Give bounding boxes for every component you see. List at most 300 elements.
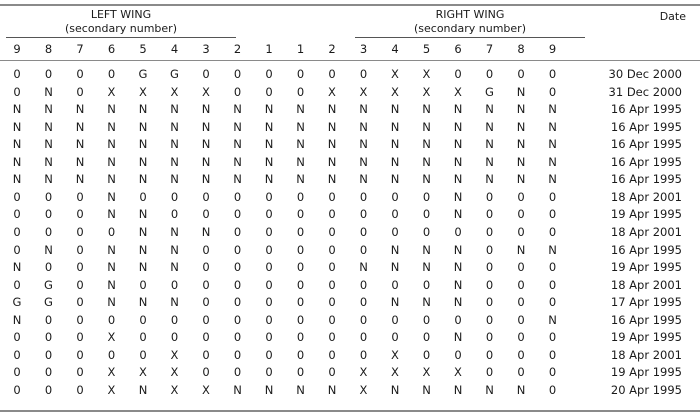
table-cell: N	[359, 172, 368, 187]
table-cell: 0	[359, 295, 368, 310]
table-cell: 0	[44, 312, 53, 327]
table-cell: 0	[517, 347, 525, 362]
table-cell: N	[390, 119, 400, 134]
table-cell: 0	[233, 330, 242, 345]
table-cell: N	[264, 382, 274, 397]
table-cell: N	[170, 260, 179, 275]
table-cell: N	[359, 102, 368, 117]
table-row	[0, 382, 700, 399]
table-cell: 0	[548, 295, 557, 310]
table-cell: X	[170, 382, 179, 397]
table-cell: N	[453, 154, 463, 169]
table-cell: N	[296, 137, 305, 152]
table-cell: 0	[107, 312, 116, 327]
table-cell: G	[44, 295, 53, 310]
table-cell: N	[453, 260, 463, 275]
table-cell: X	[328, 84, 336, 99]
table-cell: 0	[233, 242, 242, 257]
table-cell: N	[233, 382, 242, 397]
table-cell: N	[264, 137, 274, 152]
table-cell: 0	[13, 207, 21, 222]
table-cell: 0	[13, 224, 21, 239]
table-cell: 0	[296, 365, 305, 380]
table-cell: 0	[391, 224, 399, 239]
table-cell: N	[453, 207, 463, 222]
table-cell: N	[233, 119, 242, 134]
table-cell: N	[264, 172, 274, 187]
table-cell: 0	[296, 189, 305, 204]
table-cell: N	[516, 102, 526, 117]
left-wing-underline	[6, 37, 236, 38]
column-number: 5	[422, 42, 431, 56]
table-cell: X	[359, 382, 368, 397]
table-cell: 0	[76, 84, 84, 99]
table-cell: N	[107, 295, 116, 310]
table-cell: 0	[454, 67, 462, 81]
table-cell: 0	[202, 295, 210, 310]
table-cell: 0	[485, 224, 494, 239]
table-cell: 0	[76, 382, 84, 397]
table-cell: N	[516, 84, 526, 99]
table-cell: N	[201, 119, 211, 134]
table-cell: 0	[202, 312, 210, 327]
table-cell: N	[359, 260, 368, 275]
table-cell: 0	[170, 312, 179, 327]
table-cell: N	[107, 172, 116, 187]
table-cell: 0	[485, 242, 494, 257]
table-cell: N	[12, 102, 22, 117]
row-date: 19 Apr 1995	[610, 207, 682, 222]
column-number: 4	[391, 42, 399, 56]
table-cell: 0	[296, 260, 305, 275]
table-cell: 0	[328, 295, 336, 310]
table-cell: X	[391, 365, 399, 380]
table-cell: 0	[485, 260, 494, 275]
table-row	[0, 347, 700, 364]
table-cell: 0	[296, 347, 305, 362]
table-cell: N	[327, 172, 337, 187]
table-cell: 0	[328, 330, 336, 345]
table-cell: 0	[359, 312, 368, 327]
table-cell: 0	[76, 242, 84, 257]
bottom-rule	[0, 410, 700, 412]
table-cell: N	[453, 119, 463, 134]
table-cell: X	[391, 347, 399, 362]
table-cell: 0	[170, 189, 179, 204]
right-wing-header	[350, 8, 590, 36]
table-cell: 0	[13, 330, 21, 345]
column-number: 4	[170, 42, 179, 56]
table-cell: N	[107, 137, 116, 152]
table-cell: N	[485, 382, 494, 397]
column-number: 6	[454, 42, 462, 56]
table-cell: 0	[233, 312, 242, 327]
table-cell: 0	[107, 347, 116, 362]
table-cell: N	[548, 312, 557, 327]
table-cell: G	[12, 295, 22, 310]
table-cell: G	[170, 67, 179, 81]
table-cell: 0	[202, 365, 210, 380]
table-cell: N	[453, 277, 463, 292]
table-cell: 0	[296, 84, 305, 99]
table-cell: N	[422, 242, 431, 257]
table-cell: N	[264, 102, 274, 117]
table-row	[0, 171, 700, 188]
table-cell: 0	[76, 295, 84, 310]
table-cell: N	[453, 242, 463, 257]
table-cell: N	[201, 224, 211, 239]
table-row	[0, 242, 700, 259]
table-row	[0, 312, 700, 329]
table-cell: N	[12, 260, 22, 275]
table-cell: 0	[485, 312, 494, 327]
table-row	[0, 119, 700, 136]
table-cell: 0	[391, 189, 399, 204]
table-cell: 0	[548, 330, 557, 345]
table-cell: N	[453, 330, 463, 345]
table-cell: 0	[76, 67, 84, 81]
table-cell: 0	[485, 295, 494, 310]
table-cell: N	[422, 119, 431, 134]
table-cell: N	[390, 242, 400, 257]
table-cell: 0	[13, 189, 21, 204]
table-cell: 0	[454, 347, 462, 362]
table-cell: X	[202, 382, 210, 397]
table-cell: 0	[454, 224, 462, 239]
table-cell: N	[170, 137, 179, 152]
table-cell: X	[170, 347, 179, 362]
row-date: 20 Apr 1995	[610, 382, 682, 397]
table-cell: 0	[485, 277, 494, 292]
table-cell: 0	[202, 277, 210, 292]
table-cell: 0	[517, 224, 525, 239]
row-date: 16 Apr 1995	[610, 154, 682, 169]
table-cell: 0	[265, 242, 273, 257]
column-number: 9	[548, 42, 557, 56]
table-cell: 0	[170, 330, 179, 345]
table-cell: 0	[391, 277, 399, 292]
table-cell: N	[12, 172, 22, 187]
table-cell: 0	[517, 277, 525, 292]
row-date: 16 Apr 1995	[610, 312, 682, 327]
table-cell: N	[12, 119, 22, 134]
table-cell: N	[516, 137, 526, 152]
table-cell: 0	[296, 207, 305, 222]
row-date: 16 Apr 1995	[610, 102, 682, 117]
table-cell: 0	[485, 347, 494, 362]
table-cell: 0	[517, 67, 525, 81]
table-cell: N	[548, 172, 557, 187]
table-cell: 0	[139, 330, 147, 345]
table-cell: 0	[328, 207, 336, 222]
table-cell: 0	[485, 330, 494, 345]
table-cell: N	[296, 172, 305, 187]
table-cell: 0	[296, 242, 305, 257]
table-cell: N	[548, 137, 557, 152]
table-cell: 0	[202, 260, 210, 275]
table-cell: 0	[44, 365, 53, 380]
row-date: 19 Apr 1995	[610, 260, 682, 275]
table-cell: N	[201, 137, 211, 152]
table-cell: N	[12, 137, 22, 152]
row-date: 16 Apr 1995	[610, 137, 682, 152]
table-row	[0, 224, 700, 241]
column-number: 8	[517, 42, 525, 56]
table-cell: 0	[485, 67, 494, 81]
table-cell: X	[359, 365, 368, 380]
table-cell: X	[202, 84, 210, 99]
table-cell: X	[139, 84, 147, 99]
table-cell: 0	[422, 330, 431, 345]
table-cell: N	[516, 242, 526, 257]
table-cell: 0	[422, 207, 431, 222]
table-row	[0, 189, 700, 206]
table-cell: X	[139, 365, 147, 380]
table-cell: 0	[265, 84, 273, 99]
row-date: 18 Apr 2001	[610, 347, 682, 362]
table-cell: 0	[359, 67, 368, 81]
table-cell: 0	[44, 207, 53, 222]
table-cell: N	[107, 119, 116, 134]
column-number: 7	[76, 42, 84, 56]
header-separator	[0, 60, 700, 61]
table-cell: N	[138, 154, 148, 169]
table-cell: 0	[422, 189, 431, 204]
table-cell: N	[548, 154, 557, 169]
table-cell: N	[138, 224, 148, 239]
table-cell: 0	[44, 330, 53, 345]
table-cell: N	[264, 119, 274, 134]
table-cell: 0	[76, 207, 84, 222]
table-cell: 0	[233, 347, 242, 362]
table-cell: 0	[359, 207, 368, 222]
table-cell: 0	[13, 242, 21, 257]
table-cell: 0	[422, 347, 431, 362]
row-date: 17 Apr 1995	[610, 295, 682, 310]
column-number: 3	[359, 42, 368, 56]
table-cell: 0	[265, 260, 273, 275]
table-cell: 0	[13, 67, 21, 81]
table-cell: N	[75, 137, 85, 152]
table-cell: N	[138, 260, 148, 275]
table-cell: N	[327, 119, 337, 134]
table-cell: N	[44, 137, 53, 152]
table-cell: N	[485, 172, 494, 187]
table-row	[0, 277, 700, 294]
table-cell: N	[170, 295, 179, 310]
table-cell: 0	[139, 312, 147, 327]
table-cell: N	[453, 382, 463, 397]
table-cell: X	[170, 365, 179, 380]
table-cell: 0	[13, 84, 21, 99]
table-cell: 0	[328, 312, 336, 327]
table-cell: 0	[76, 277, 84, 292]
table-cell: 0	[328, 347, 336, 362]
right-wing-underline	[355, 37, 585, 38]
row-date: 18 Apr 2001	[610, 277, 682, 292]
right-wing-title: RIGHT WING	[435, 8, 505, 21]
table-cell: 0	[13, 277, 21, 292]
table-cell: N	[44, 102, 53, 117]
table-cell: N	[201, 154, 211, 169]
table-cell: N	[201, 102, 211, 117]
table-cell: 0	[517, 295, 525, 310]
table-cell: X	[359, 84, 368, 99]
table-cell: 0	[76, 347, 84, 362]
table-cell: 0	[233, 277, 242, 292]
table-cell: 0	[548, 347, 557, 362]
table-cell: 0	[328, 189, 336, 204]
table-cell: N	[138, 102, 148, 117]
table-cell: N	[327, 102, 337, 117]
table-cell: 0	[296, 295, 305, 310]
table-cell: N	[327, 382, 337, 397]
table-cell: N	[327, 137, 337, 152]
column-number: 7	[485, 42, 494, 56]
table-cell: 0	[107, 224, 116, 239]
table-cell: N	[516, 172, 526, 187]
table-cell: 0	[517, 312, 525, 327]
table-row	[0, 259, 700, 276]
table-cell: 0	[44, 189, 53, 204]
table-cell: 0	[265, 347, 273, 362]
table-cell: N	[485, 137, 494, 152]
table-cell: 0	[202, 330, 210, 345]
table-cell: N	[12, 154, 22, 169]
table-cell: N	[359, 137, 368, 152]
table-cell: 0	[328, 224, 336, 239]
table-row	[0, 84, 700, 101]
table-cell: 0	[548, 189, 557, 204]
table-cell: 0	[517, 365, 525, 380]
table-cell: N	[138, 242, 148, 257]
table-cell: 0	[202, 67, 210, 81]
table-cell: 0	[296, 312, 305, 327]
table-cell: N	[422, 172, 431, 187]
table-cell: 0	[517, 207, 525, 222]
table-cell: N	[516, 119, 526, 134]
table-cell: 0	[548, 207, 557, 222]
table-cell: N	[390, 382, 400, 397]
table-row	[0, 136, 700, 153]
table-cell: N	[138, 295, 148, 310]
table-cell: N	[453, 189, 463, 204]
table-cell: 0	[454, 312, 462, 327]
table-cell: G	[44, 277, 53, 292]
table-cell: N	[170, 172, 179, 187]
table-cell: 0	[265, 224, 273, 239]
table-cell: 0	[517, 330, 525, 345]
table-cell: N	[516, 154, 526, 169]
table-cell: N	[138, 207, 148, 222]
column-number: 1	[296, 42, 305, 56]
table-cell: N	[44, 84, 53, 99]
table-cell: N	[44, 154, 53, 169]
table-row	[0, 66, 700, 83]
row-date: 30 Dec 2000	[608, 67, 682, 81]
table-cell: N	[138, 382, 148, 397]
table-cell: N	[516, 382, 526, 397]
table-cell: N	[138, 119, 148, 134]
table-cell: N	[453, 172, 463, 187]
table-cell: 0	[76, 224, 84, 239]
table-row	[0, 101, 700, 118]
row-date: 16 Apr 1995	[610, 242, 682, 257]
table-cell: N	[233, 172, 242, 187]
table-cell: N	[75, 172, 85, 187]
table-cell: 0	[548, 277, 557, 292]
table-cell: N	[75, 154, 85, 169]
table-cell: N	[264, 154, 274, 169]
left-wing-header	[2, 8, 240, 36]
table-cell: N	[44, 172, 53, 187]
table-cell: 0	[548, 365, 557, 380]
table-cell: 0	[422, 224, 431, 239]
top-rule	[0, 4, 700, 6]
left-wing-subtitle: (secondary number)	[64, 22, 177, 35]
table-cell: X	[107, 365, 116, 380]
table-cell: N	[75, 119, 85, 134]
table-cell: N	[453, 295, 463, 310]
table-cell: 0	[485, 365, 494, 380]
table-cell: 0	[139, 277, 147, 292]
table-cell: 0	[265, 365, 273, 380]
date-column-header: Date	[659, 10, 686, 23]
table-cell: 0	[296, 277, 305, 292]
table-cell: N	[548, 119, 557, 134]
table-cell: 0	[44, 67, 53, 81]
table-cell: N	[75, 102, 85, 117]
table-cell: N	[422, 260, 431, 275]
table-cell: 0	[359, 330, 368, 345]
table-cell: X	[170, 84, 179, 99]
table-cell: N	[296, 382, 305, 397]
table-cell: 0	[107, 67, 116, 81]
table-cell: N	[107, 277, 116, 292]
table-cell: 0	[44, 224, 53, 239]
row-date: 19 Apr 1995	[610, 330, 682, 345]
table-cell: N	[485, 102, 494, 117]
table-cell: 0	[202, 189, 210, 204]
table-cell: 0	[170, 277, 179, 292]
table-cell: 0	[328, 67, 336, 81]
table-cell: N	[327, 154, 337, 169]
table-cell: 0	[233, 207, 242, 222]
row-date: 18 Apr 2001	[610, 189, 682, 204]
row-date: 19 Apr 1995	[610, 365, 682, 380]
table-cell: 0	[76, 260, 84, 275]
table-cell: 0	[296, 67, 305, 81]
table-cell: N	[422, 137, 431, 152]
column-number: 1	[265, 42, 273, 56]
row-date: 16 Apr 1995	[610, 172, 682, 187]
table-cell: N	[485, 154, 494, 169]
table-cell: N	[390, 172, 400, 187]
table-cell: 0	[296, 330, 305, 345]
table-cell: 0	[13, 382, 21, 397]
table-cell: N	[233, 137, 242, 152]
table-cell: 0	[139, 189, 147, 204]
left-wing-title: LEFT WING	[90, 8, 152, 21]
table-cell: N	[170, 242, 179, 257]
row-date: 18 Apr 2001	[610, 224, 682, 239]
table-cell: 0	[76, 330, 84, 345]
table-cell: 0	[359, 224, 368, 239]
table-cell: 0	[13, 347, 21, 362]
column-number: 9	[13, 42, 21, 56]
table-cell: N	[359, 119, 368, 134]
table-cell: 0	[517, 260, 525, 275]
